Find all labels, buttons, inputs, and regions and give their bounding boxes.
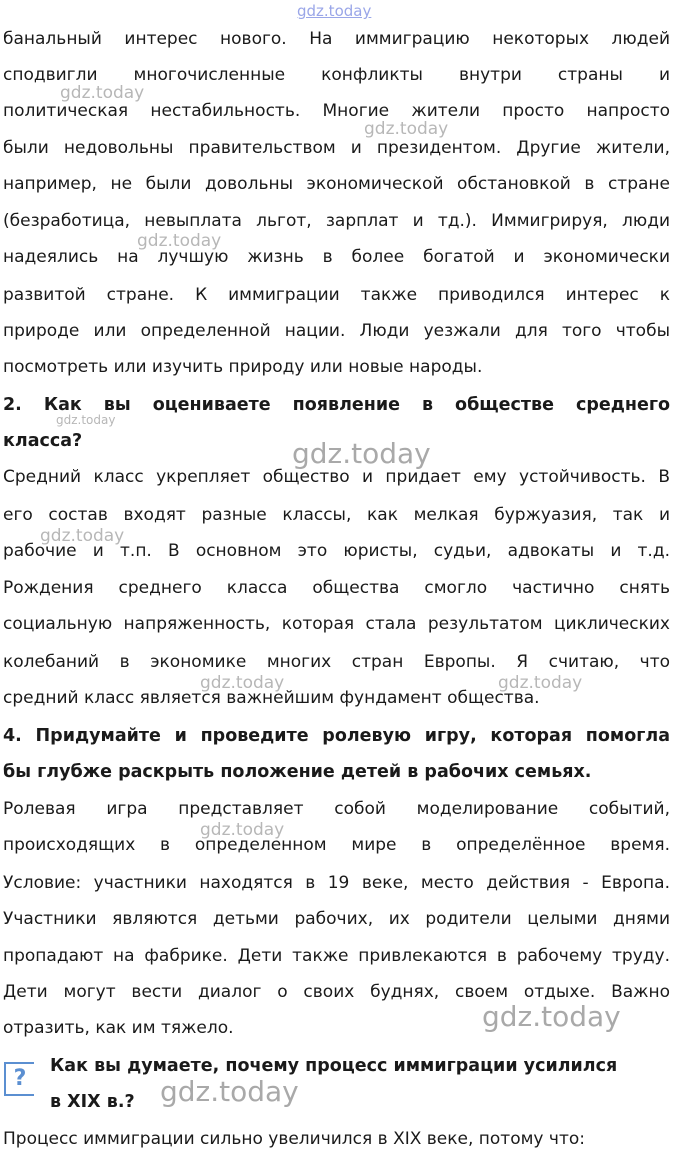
watermark: gdz.today (364, 119, 449, 139)
watermark: gdz.today (137, 231, 222, 251)
watermark: gdz.today (292, 437, 431, 470)
text-line: рабочие и т.п. В основном это юристы, судьи, адвокаты и т.д. (3, 541, 670, 561)
text-line: происходящих в определенном мире в определённое время. (3, 835, 670, 855)
section-heading: 2. Как вы оцениваете появление в обществе среднего (3, 395, 670, 415)
text-line: Участники являются детьми рабочих, их родители целыми днями (3, 909, 670, 929)
section-heading: бы глубже раскрыть положение детей в рабочих семьях. (3, 762, 592, 782)
text-line: (безработица, невыплата льгот, зарплат и тд.). Иммигрируя, люди (3, 211, 670, 231)
section-heading: класса? (3, 431, 83, 451)
text-line: Средний класс укрепляет общество и придает ему устойчивость. В (3, 467, 670, 487)
text-line: средний класс является важнейшим фундамент общества. (3, 688, 540, 708)
text-line: социальную напряженность, которая стала результатом циклических (3, 614, 670, 634)
text-line: посмотреть или изучить природу или новые народы. (3, 357, 483, 377)
text-line: например, не были довольны экономической обстановкой в стране (3, 174, 670, 194)
watermark: gdz.today (498, 673, 583, 693)
question-icon: ? (4, 1062, 34, 1096)
watermark: gdz.today (200, 673, 285, 693)
watermark-top: gdz.today (297, 2, 372, 20)
watermark: gdz.today (160, 1075, 299, 1108)
text-line: надеялись на лучшую жизнь в более богатой и экономически (3, 247, 670, 267)
text-line: Рождения среднего класса общества смогло частично снять (3, 578, 670, 598)
text-line: сподвигли многочисленные конфликты внутри страны и (3, 65, 670, 85)
watermark: gdz.today (60, 83, 145, 103)
watermark: gdz.today (200, 820, 285, 840)
watermark: gdz.today (56, 413, 116, 427)
watermark: gdz.today (40, 526, 125, 546)
section-heading: 4. Придумайте и проведите ролевую игру, которая помогла (3, 726, 670, 746)
text-line: политическая нестабильность. Многие жители просто напросто (3, 101, 670, 121)
text-line: Ролевая игра представляет собой моделирование событий, (3, 799, 670, 819)
text-line: колебаний в экономике многих стран Европы. Я считаю, что (3, 652, 670, 672)
text-line: природе или определенной нации. Люди уезжали для того чтобы (3, 321, 670, 341)
watermark: gdz.today (482, 1000, 621, 1033)
text-line: пропадают на фабрике. Дети также привлекаются в рабочему труду. (3, 946, 670, 966)
question-heading: Как вы думаете, почему процесс иммиграции усилился (50, 1056, 618, 1076)
text-line: банальный интерес нового. На иммиграцию некоторых людей (3, 29, 670, 49)
text-line: Процесс иммиграции сильно увеличился в XIX веке, потому что: (3, 1129, 585, 1149)
text-line: были недовольны правительством и президентом. Другие жители, (3, 138, 670, 158)
text-line: его состав входят разные классы, как мелкая буржуазия, так и (3, 505, 670, 525)
text-line: отразить, как им тяжело. (3, 1018, 234, 1038)
text-line: Дети могут вести диалог о своих буднях, своем отдыхе. Важно (3, 982, 670, 1002)
text-line: развитой стране. К иммиграции также приводился интерес к (3, 285, 670, 305)
question-heading: в XIX в.? (50, 1092, 135, 1112)
text-line: Условие: участники находятся в 19 веке, место действия - Европа. (3, 873, 670, 893)
